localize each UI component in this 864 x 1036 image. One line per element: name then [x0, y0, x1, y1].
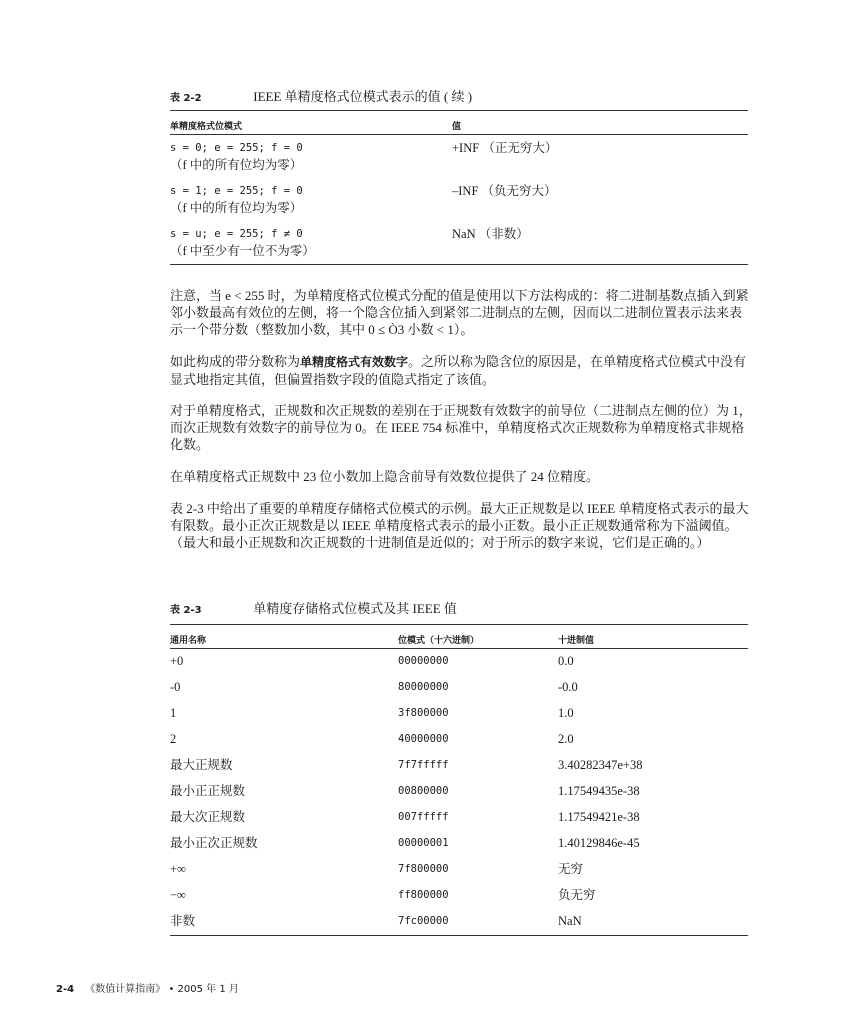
column-header: 单精度格式位模式: [170, 111, 452, 135]
hex-cell: 7f800000: [398, 863, 449, 875]
paragraph: 在单精度格式正规数中 23 位小数加上隐含前导有效数位提供了 24 位精度。: [170, 469, 600, 484]
bit-pattern: s = 0; e = 255; f = 0: [170, 142, 303, 154]
table-row: [170, 727, 748, 753]
hex-cell: 3f800000: [398, 707, 449, 719]
value-cell: –INF （负无穷大）: [452, 184, 557, 198]
paragraph-text: 。之所以称为隐含位的原因是，在单精度格式位模式中没有显式地指定其值，但偏置指数字段的值隐式指定了该值。: [170, 354, 747, 387]
value-cell: NaN （非数）: [452, 227, 529, 241]
decimal-cell: 3.40282347e+38: [558, 758, 643, 772]
table-title: 单精度存储格式位模式及其 IEEE 值: [253, 601, 457, 616]
table-row: [170, 649, 748, 676]
paragraph: 对于单精度格式，正规数和次正规数的差别在于正规数有效数字的前导位（二进制点左侧的位）为 1，而次正规数有效数字的前导位为 0。在 IEEE 754 标准中，单精度格式次正规数称为单精度格式非规格化数。: [170, 403, 752, 452]
paragraph: 注意，当 e < 255 时，为单精度格式位模式分配的值是使用以下方法构成的：将二进制基数点插入到紧邻小数最高有效位的左侧，将一个隐含位插入到紧邻二进制点的左侧，因而以二进制位置表示法来表示一个带分数（整数加小数，其中 0 ≤ Ò3 小数 < 1）。: [170, 288, 749, 337]
name-cell: -0: [170, 680, 181, 694]
name-cell: +∞: [170, 862, 186, 876]
table-header-row: [170, 111, 748, 135]
hex-cell: 40000000: [398, 733, 449, 745]
name-cell: 2: [170, 732, 177, 746]
hex-cell: ff800000: [398, 889, 449, 901]
table-row: [170, 909, 748, 936]
table-2-3: [170, 624, 748, 936]
paragraph: 表 2-3 中给出了重要的单精度存储格式位模式的示例。最大正正规数是以 IEEE 单精度格式表示的最大有限数。最小正次正规数是以 IEEE 单精度格式表示的最小正数。最小正正规数通常称为下溢阈值。（最大和最小正规数和次正规数的十进制值是近似的；对于所示的数字来说，它们是正确的。）: [170, 501, 749, 550]
column-header: 十进制值: [558, 625, 748, 649]
column-header: 位模式（十六进制）: [398, 625, 558, 649]
table-2-2-caption: [170, 86, 472, 105]
hex-cell: 007fffff: [398, 811, 449, 823]
hex-cell: 00000000: [398, 655, 449, 667]
table-row: [170, 221, 748, 265]
bit-pattern-cell: [170, 135, 452, 179]
decimal-cell: 无穷: [558, 862, 584, 876]
table-row: [170, 675, 748, 701]
name-cell: −∞: [170, 888, 186, 902]
table-number: 表 2-3: [170, 605, 202, 616]
decimal-cell: NaN: [558, 914, 582, 928]
name-cell: +0: [170, 654, 184, 668]
name-cell: 最大次正规数: [170, 810, 246, 824]
bit-pattern: s = u; e = 255; f ≠ 0: [170, 228, 303, 240]
table-row: [170, 753, 748, 779]
bold-term: 单精度格式有效数字: [300, 355, 409, 369]
paragraph: [170, 353, 754, 388]
bit-pattern-cell: [170, 221, 452, 265]
table-row: [170, 779, 748, 805]
bit-pattern: s = 1; e = 255; f = 0: [170, 185, 303, 197]
decimal-cell: 2.0: [558, 732, 574, 746]
column-header: 值: [452, 111, 748, 135]
decimal-cell: 1.17549421e-38: [558, 810, 640, 824]
table-number: 表 2-2: [170, 93, 202, 104]
table-2-3-caption: [170, 598, 457, 617]
table-body: [170, 649, 748, 936]
table-row: [170, 135, 748, 179]
decimal-cell: -0.0: [558, 680, 578, 694]
footer-text: 《数值计算指南》 • 2005 年 1 月: [85, 984, 239, 995]
table-row: [170, 178, 748, 221]
value-cell: +INF （正无穷大）: [452, 141, 558, 155]
bit-pattern-note: （f 中的所有位均为零）: [170, 158, 303, 172]
name-cell: 最小正正规数: [170, 784, 246, 798]
page-footer: [56, 980, 239, 995]
page-number: 2-4: [56, 984, 75, 995]
hex-cell: 80000000: [398, 681, 449, 693]
name-cell: 1: [170, 706, 177, 720]
paragraph-text: 如此构成的带分数称为: [170, 354, 301, 369]
hex-cell: 00000001: [398, 837, 449, 849]
decimal-cell: 0.0: [558, 654, 574, 668]
table-2-2: [170, 110, 748, 265]
table-row: [170, 831, 748, 857]
hex-cell: 7fc00000: [398, 915, 449, 927]
name-cell: 非数: [170, 914, 196, 928]
hex-cell: 7f7fffff: [398, 759, 449, 771]
decimal-cell: 1.17549435e-38: [558, 784, 640, 798]
table-title: IEEE 单精度格式位模式表示的值 ( 续 ): [253, 89, 473, 104]
table-row: [170, 883, 748, 909]
decimal-cell: 负无穷: [558, 888, 596, 902]
decimal-cell: 1.0: [558, 706, 574, 720]
bit-pattern-cell: [170, 178, 452, 221]
decimal-cell: 1.40129846e-45: [558, 836, 640, 850]
column-header: 通用名称: [170, 625, 398, 649]
table-header-row: [170, 625, 748, 649]
table-row: [170, 857, 748, 883]
bit-pattern-note: （f 中的所有位均为零）: [170, 201, 303, 215]
table-row: [170, 805, 748, 831]
table-row: [170, 701, 748, 727]
hex-cell: 00800000: [398, 785, 449, 797]
bit-pattern-note: （f 中至少有一位不为零）: [170, 244, 315, 258]
name-cell: 最小正次正规数: [170, 836, 258, 850]
name-cell: 最大正规数: [170, 758, 233, 772]
